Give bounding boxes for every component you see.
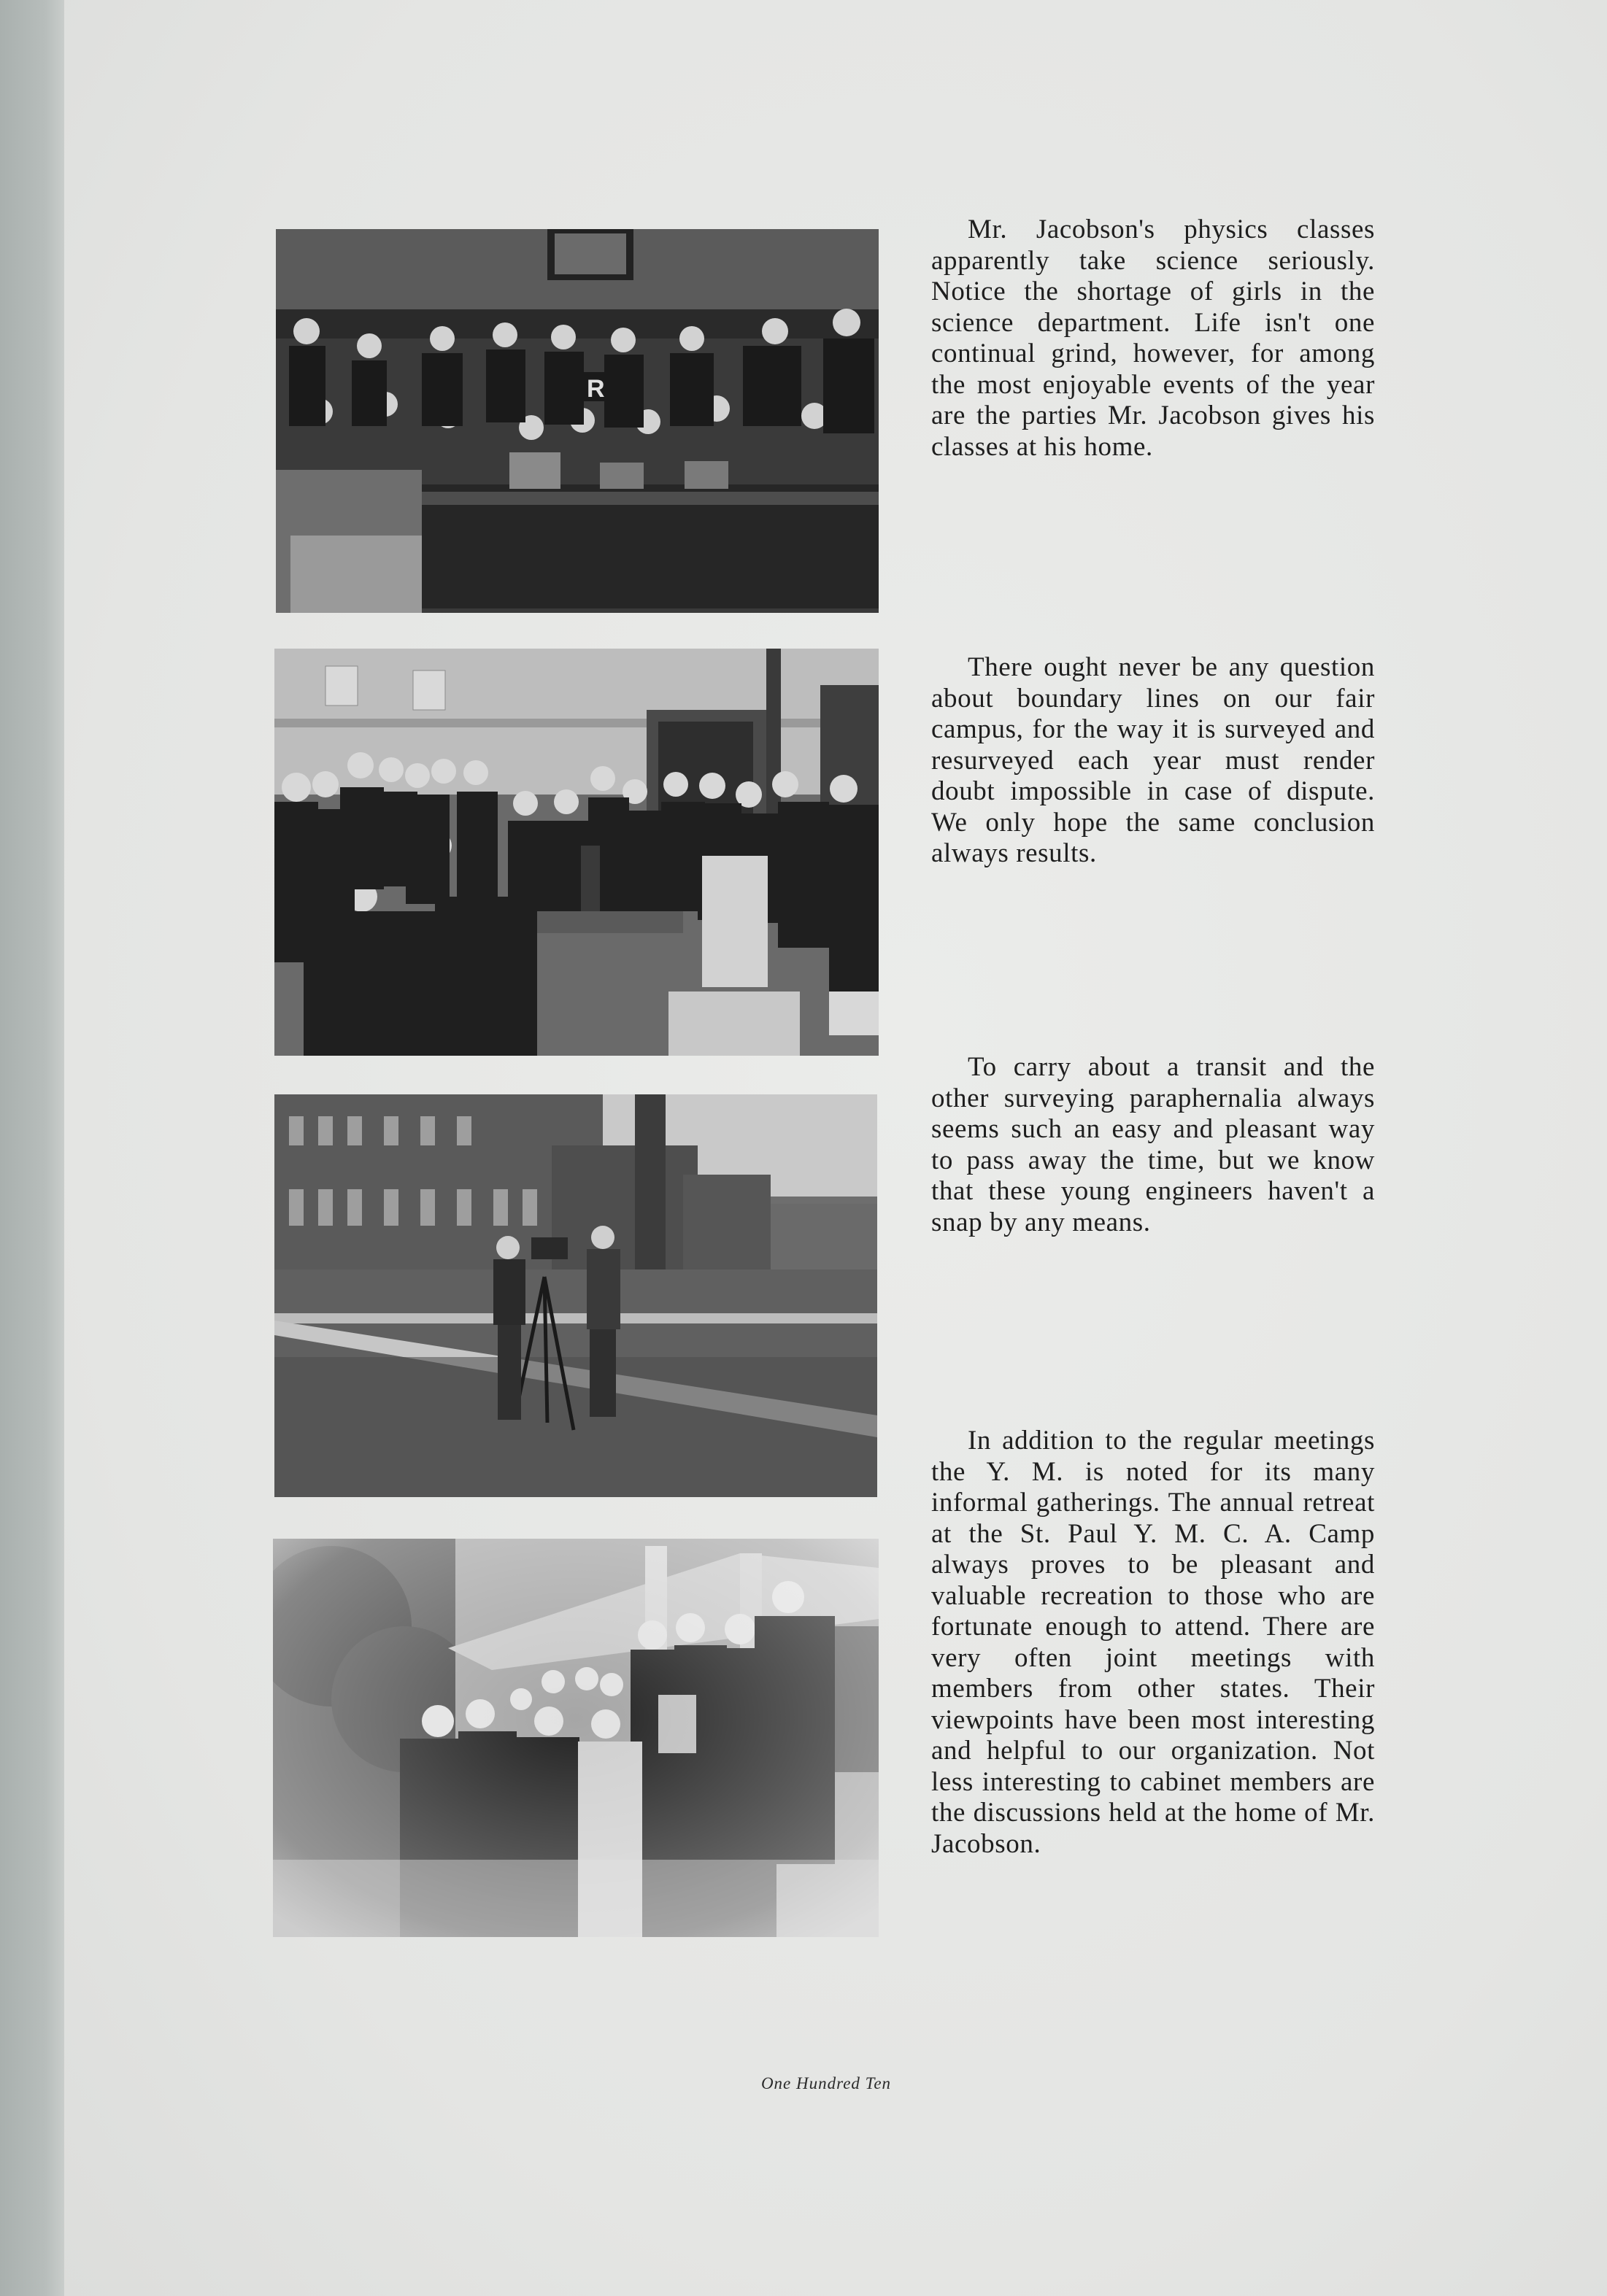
physics-class-caption bbox=[931, 214, 1375, 463]
surveying-campus-caption bbox=[931, 652, 1375, 870]
caption-text: There ought never be any question about boundary lines on our fair campus, for the way it is surveyed and resurveyed each year must render doubt impossible in case of dispute. We only hope the same conclusion always results. bbox=[931, 652, 1375, 868]
ym-group-photo bbox=[273, 1539, 879, 1937]
svg-text:R: R bbox=[587, 375, 605, 403]
classroom-group-image bbox=[274, 649, 879, 1056]
surveying-group-photo bbox=[274, 649, 879, 1056]
physics-class-photo bbox=[276, 229, 879, 613]
outdoor-transit-image bbox=[274, 1094, 877, 1497]
porch-group-image bbox=[273, 1539, 879, 1937]
transit-caption bbox=[931, 1052, 1375, 1238]
page-number: One Hundred Ten bbox=[760, 2074, 892, 2092]
ym-caption bbox=[931, 1426, 1375, 1860]
caption-text: To carry about a transit and the other surveying paraphernalia always seems such an easy and pleasant way to pass away the time, but we know that these young engineers haven't a snap by any means. bbox=[931, 1052, 1375, 1237]
page-binding-edge bbox=[0, 0, 64, 2296]
caption-text: In addition to the regular meetings the Y. M. is noted for its many informal gatherings. The annual retreat at the St. Paul Y. M. C. A. Camp always proves to be pleasant and valuable recreation to those who are fortunate enough to attend. There are very often joint meetings with members from other states. Their viewpoints have been most interesting and helpful to our organization. Not less interesting to cabinet members are the discussions held at the home of Mr. Jacobson. bbox=[931, 1426, 1375, 1859]
physics-class-image bbox=[276, 229, 879, 613]
caption-text: Mr. Jacobson's physics classes apparently take science seriously. Notice the shortage of girls in the science department. Life isn't one continual grind, however, for among the most enjoyable events of the year are the parties Mr. Jacobson gives his classes at his home. bbox=[931, 214, 1375, 462]
surveyors-transit-photo bbox=[274, 1094, 877, 1497]
